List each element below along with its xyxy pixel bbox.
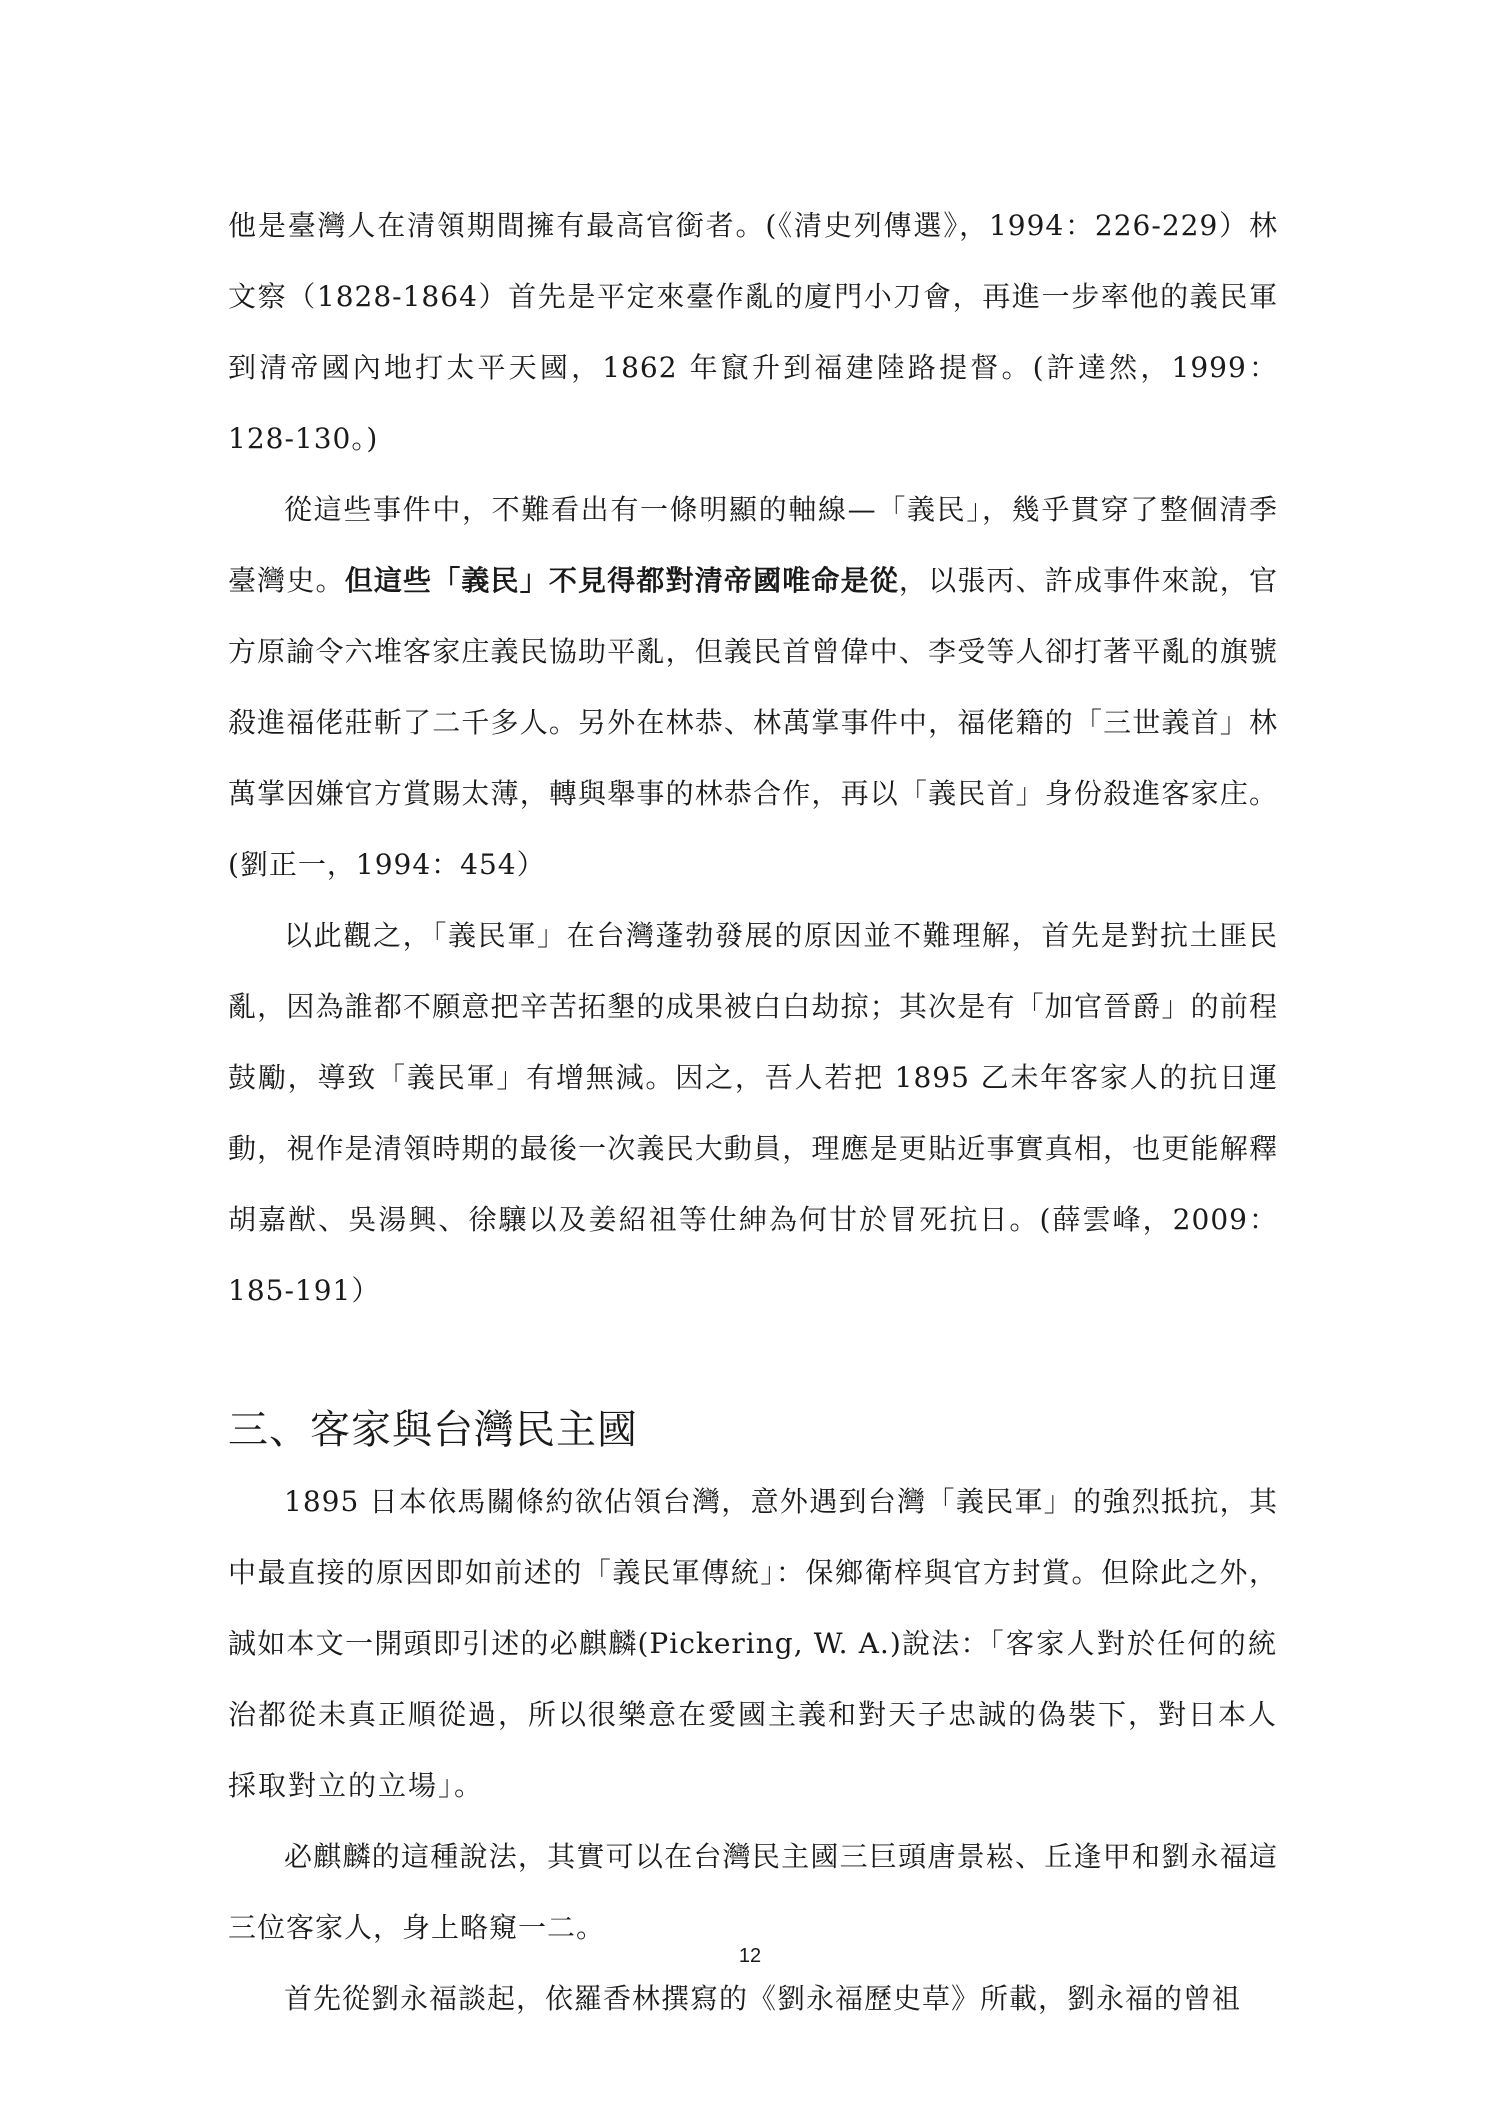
pickering-quote: 「客家人對於任何的統治都從未真正順從過，所以很樂意在愛國主義和對天子忠誠的偽裝下，對日本人採取對立的立場」 — [228, 1627, 1279, 1802]
paragraph-liu-yongfu: 首先從劉永福談起，依羅香林撰寫的《劉永福歷史草》所載，劉永福的曾祖 — [284, 1982, 1242, 2015]
paragraph-yimin-army-development: 以此觀之，「義民軍」在台灣蓬勃發展的原因並不難理解，首先是對抗土匪民亂，因為誰都不願意把辛苦拓墾的成果被白白劫掠；其次是有「加官晉爵」的前程鼓勵，導致「義民軍」有增無減。因之，吾人若把 1895 乙未年客家人的抗日運動，視作是清領時期的最後一次義民大動員，理應是更貼近事實真相，也更能解釋胡嘉猷、吳湯興、徐驤以及姜紹祖等仕紳為何甘於冒死抗日。(薛雲峰，2009：185-191） — [228, 919, 1278, 1307]
emphasis-text: 但這些「義民」不見得都對清帝國唯命是從 — [344, 564, 899, 597]
page-number: 12 — [738, 1945, 762, 1967]
page-body — [228, 190, 1278, 2034]
paragraph-continuation: 他是臺灣人在清領期間擁有最高官銜者。(《清史列傳選》，1994：226-229）林文察（1828-1864）首先是平定來臺作亂的廈門小刀會，再進一步率他的義民軍到清帝國內地打太平天國，1862 年竄升到福建陸路提督。(許達然，1999：128-130。) — [228, 209, 1278, 455]
section-heading: 三、客家與台灣民主國 — [228, 1407, 638, 1453]
paragraph-yimin-axis — [228, 474, 1278, 900]
paragraph-three-leaders: 必麒麟的這種說法，其實可以在台灣民主國三巨頭唐景崧、丘逢甲和劉永福這三位客家人，身上略窺一二。 — [228, 1840, 1278, 1944]
paragraph-text: 從這些事件中，不難看出有一條明顯的軸線—「義民」，幾乎貫穿了整個清季臺灣史。 — [228, 493, 1278, 597]
paragraph-text: 。 — [454, 1769, 484, 1802]
paragraph-text: 1895 日本依馬關條約欲佔領台灣，意外遇到台灣「義民軍」的強烈抵抗，其中最直接的原因即如前述的「義民軍傳統」：保鄉衛梓與官方封賞。但除此之外，誠如本文一開頭即引述的必麒麟(Pickering, W. A.)說法： — [228, 1485, 1278, 1660]
paragraph-japan-occupation — [228, 1466, 1278, 1821]
paragraph-text: ，以張丙、許成事件來說，官方原諭令六堆客家庄義民協助平亂，但義民首曾偉中、李受等人卻打著平亂的旗號殺進福佬莊斬了二千多人。另外在林恭、林萬掌事件中，福佬籍的「三世義首」林萬掌因嫌官方賞賜太薄，轉與舉事的林恭合作，再以「義民首」身份殺進客家庄。(劉正一，1994：454） — [228, 564, 1278, 881]
